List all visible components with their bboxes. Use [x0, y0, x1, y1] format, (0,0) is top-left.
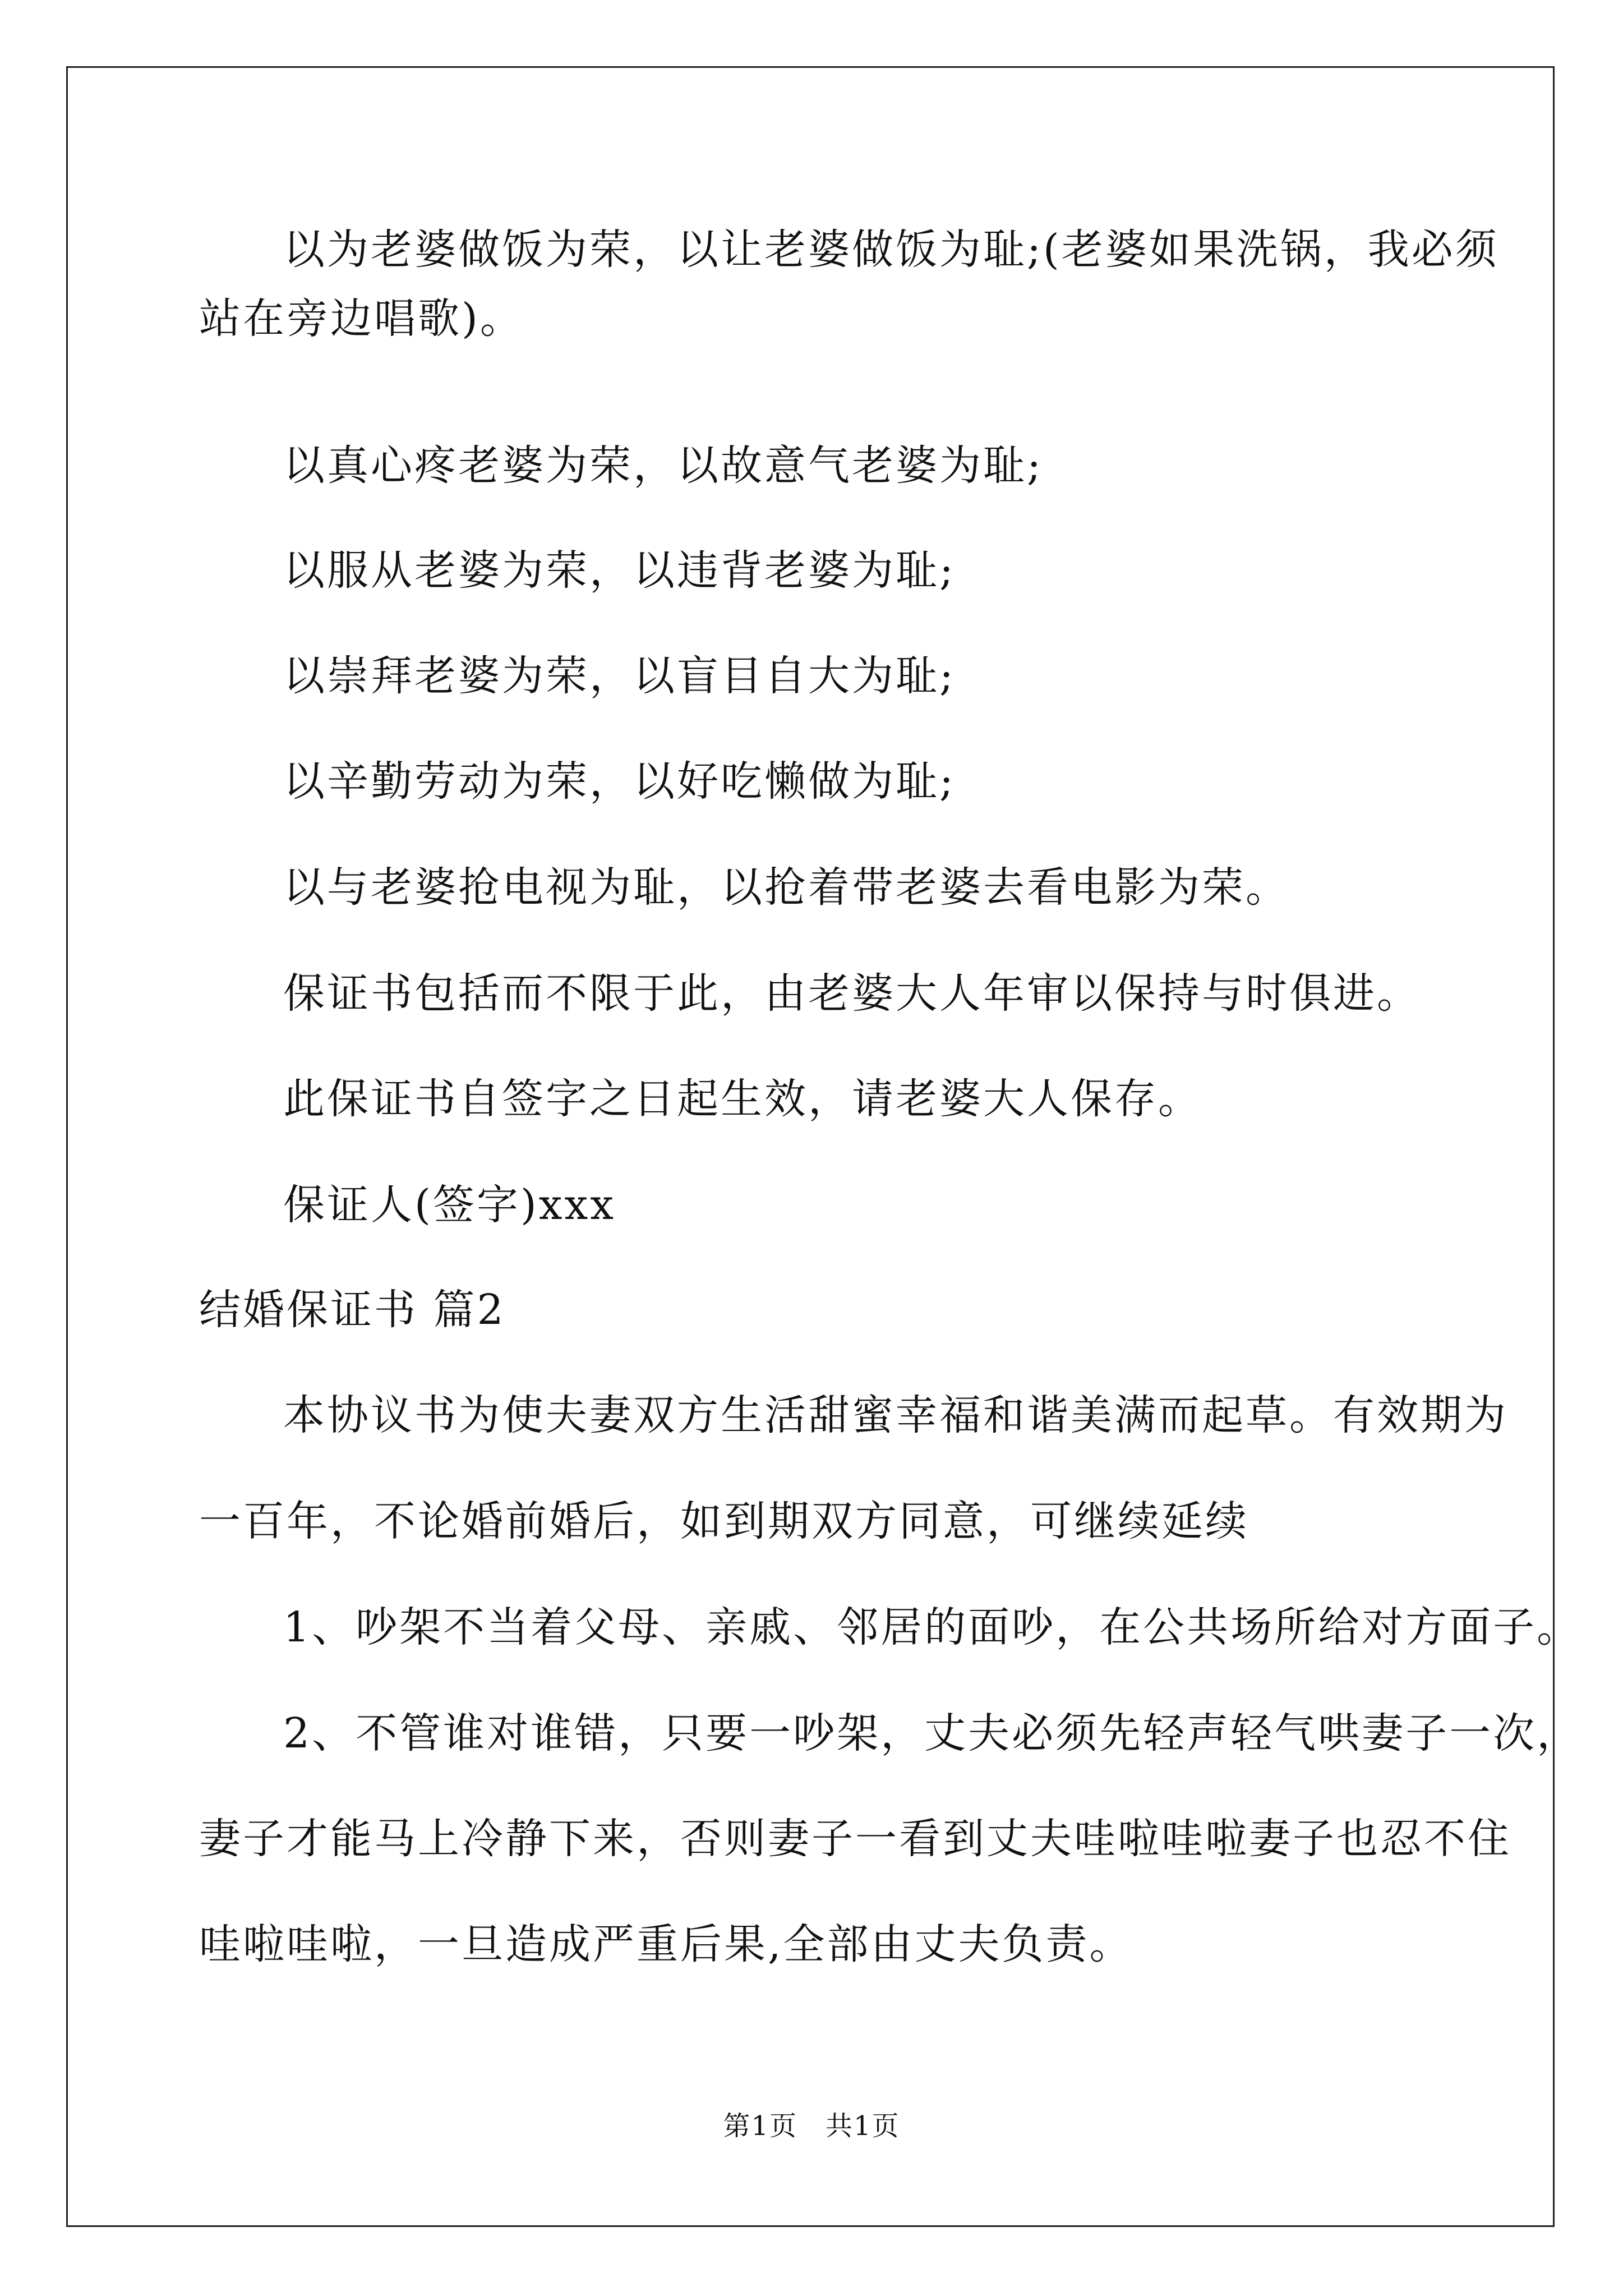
paragraph-line: 此保证书自签字之日起生效，请老婆大人保存。 [283, 1075, 1202, 1123]
paragraph-line: 哇啦哇啦，一旦造成严重后果,全部由丈夫负责。 [199, 1920, 1133, 1968]
page-border [66, 66, 1581, 2227]
paragraph-line: 以辛勤劳动为荣，以好吃懒做为耻; [283, 757, 956, 806]
paragraph-line: 以服从老婆为荣，以违背老婆为耻; [283, 546, 956, 595]
paragraph-line: 妻子才能马上冷静下来，否则妻子一看到丈夫哇啦哇啦妻子也忍不住 [199, 1815, 1511, 1863]
list-item: 2、不管谁对谁错，只要一吵架，丈夫必须先轻声轻气哄妻子一次， [283, 1709, 1581, 1757]
paragraph-line: 以为老婆做饭为荣，以让老婆做饭为耻;(老婆如果洗锅，我必须 [283, 226, 1499, 274]
section-heading: 结婚保证书 篇2 [199, 1286, 506, 1334]
paragraph-line: 保证书包括而不限于此，由老婆大人年审以保持与时俱进。 [283, 969, 1421, 1018]
signature-line: 保证人(签字)xxx [283, 1181, 616, 1229]
paragraph-line: 本协议书为使夫妻双方生活甜蜜幸福和谐美满而起草。有效期为 [283, 1391, 1508, 1439]
list-item: 1、吵架不当着父母、亲戚、邻居的面吵，在公共场所给对方面子。 [283, 1603, 1581, 1651]
paragraph-line: 以崇拜老婆为荣，以盲目自大为耻; [283, 652, 956, 700]
paragraph-line: 站在旁边唱歌)。 [199, 295, 524, 343]
paragraph-line: 以与老婆抢电视为耻，以抢着带老婆去看电影为荣。 [283, 863, 1289, 912]
paragraph-line: 一百年，不论婚前婚后，如到期双方同意，可继续延续 [199, 1497, 1249, 1545]
page-number: 第1页 共1页 [723, 2110, 900, 2142]
paragraph-line: 以真心疼老婆为荣，以故意气老婆为耻; [283, 441, 1043, 490]
